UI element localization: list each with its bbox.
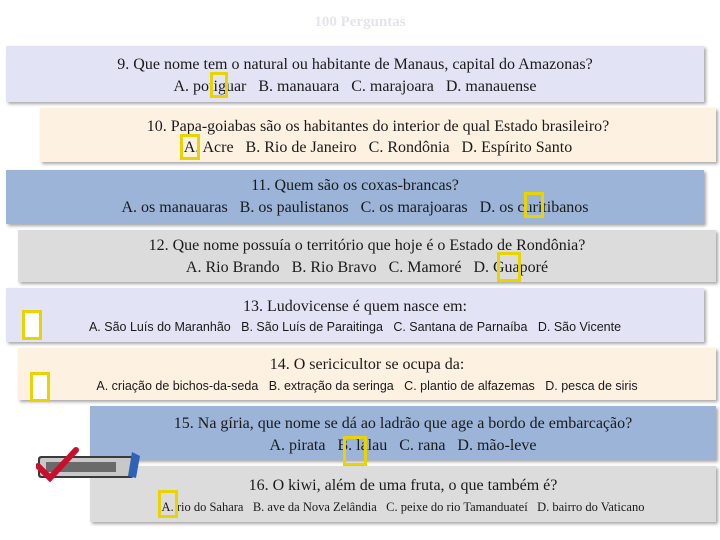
question-text: 10. Papa-goiabas são os habitantes do interior de qual Estado brasileiro? [146, 118, 610, 135]
selection-marker[interactable] [210, 72, 228, 98]
question-text: 12. Que nome possuía o território que hoje é o Estado de Rondônia? [148, 237, 586, 254]
page-title: 100 Perguntas [314, 14, 406, 30]
question-text: 11. Quem são os coxas-brancas? [251, 177, 459, 194]
question-card-14 [18, 348, 716, 400]
question-card-15 [90, 406, 716, 460]
answer-options: A. criação de bichos-da-seda B. extração da seringa C. plantio de alfazemas D. pesca de siris [96, 379, 638, 393]
question-card-9 [6, 46, 704, 102]
selection-marker[interactable] [22, 310, 42, 340]
answer-options: A. os manauaras B. os paulistanos C. os marajoaras D. os curitibanos [121, 199, 589, 216]
question-card-12 [18, 230, 716, 282]
selection-marker[interactable] [158, 490, 178, 518]
checkmark-logo-icon [36, 446, 146, 486]
selection-marker[interactable] [343, 436, 367, 466]
question-text: 14. O sericicultor se ocupa da: [269, 356, 465, 373]
selection-marker[interactable] [30, 372, 50, 402]
answer-options: A. rio do Sahara B. ave da Nova Zelândia C. peixe do rio Tamanduateí D. bairro do Vaticano [161, 500, 645, 514]
answer-options: A. São Luís do Maranhão B. São Luís de Paraitinga C. Santana de Parnaíba D. São Vicente [88, 320, 622, 334]
selection-marker[interactable] [524, 192, 544, 218]
answer-options: A. Acre B. Rio de Janeiro C. Rondônia D. Espírito Santo [183, 139, 573, 156]
question-text: 15. Na gíria, que nome se dá ao ladrão que age a bordo de embarcação? [173, 415, 633, 432]
selection-marker[interactable] [497, 252, 521, 282]
question-text: 13. Ludovicense é quem nasce em: [243, 298, 467, 315]
question-card-13 [6, 288, 704, 342]
answer-options: A. pirata B. lalau C. rana D. mão-leve [269, 437, 537, 454]
answer-options: A. potiguar B. manauara C. marajoara D. manauense [173, 78, 537, 95]
selection-marker[interactable] [180, 134, 200, 160]
question-text: 16. O kiwi, além de uma fruta, o que também é? [248, 477, 558, 494]
question-card-10 [40, 108, 716, 162]
question-text: 9. Que nome tem o natural ou habitante de Manaus, capital do Amazonas? [117, 56, 593, 73]
question-card-16 [90, 466, 716, 522]
question-card-11 [6, 170, 704, 224]
answer-options: A. Rio Brando B. Rio Bravo C. Mamoré D. Guaporé [185, 259, 549, 276]
